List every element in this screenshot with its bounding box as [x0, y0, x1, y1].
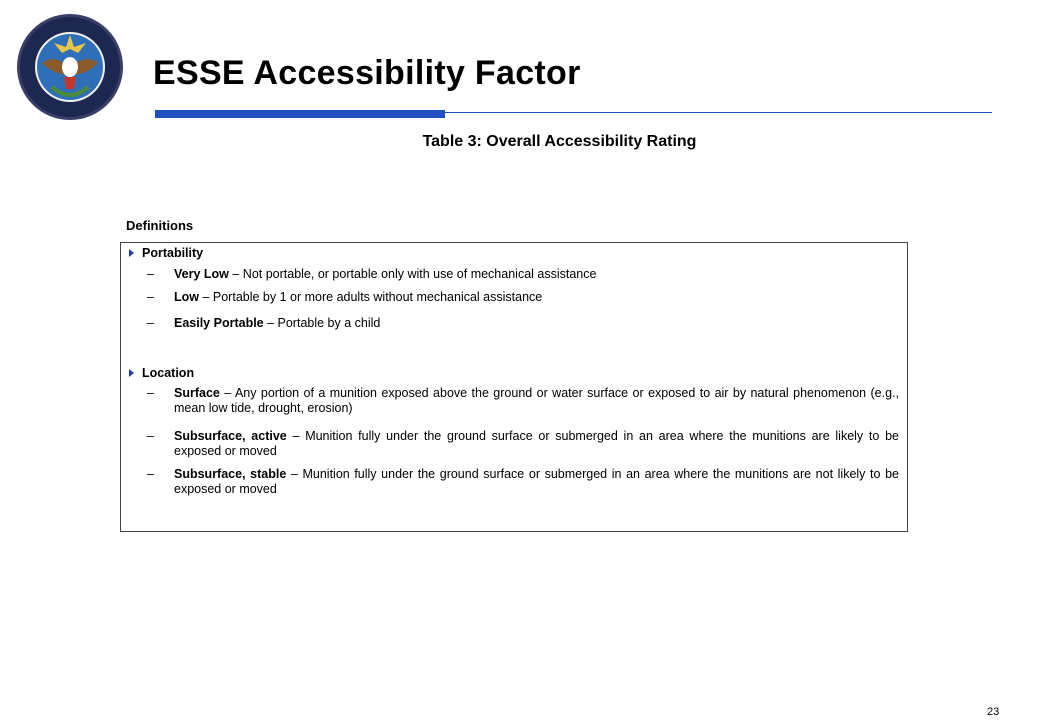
definition-term: Surface — [174, 386, 220, 400]
definition-term: Subsurface, active — [174, 429, 287, 443]
table-caption-text: Table 3: Overall Accessibility Rating — [422, 133, 697, 150]
dash-bullet: – — [147, 316, 154, 330]
definition-item — [147, 267, 899, 282]
dash-bullet: – — [147, 386, 154, 400]
definition-term: Very Low — [174, 267, 229, 281]
dod-seal-logo — [16, 13, 124, 121]
dash-bullet: – — [147, 267, 154, 281]
dash-bullet: – — [147, 467, 154, 481]
definition-item — [147, 429, 899, 459]
definition-item — [147, 386, 899, 416]
definition-term: Subsurface, stable — [174, 467, 287, 481]
table-caption — [0, 133, 1039, 151]
dash-bullet: – — [147, 429, 154, 443]
definition-desc: – Munition fully under the ground surface or submerged in an area where the munitions are not likely to be exposed or moved — [174, 467, 899, 496]
definition-desc: – Munition fully under the ground surface or submerged in an area where the munitions are likely to be exposed or moved — [174, 429, 900, 458]
definitions-box — [120, 242, 908, 532]
section-heading-label: Portability — [142, 246, 204, 260]
definition-term: Low — [174, 290, 199, 304]
dash-bullet: – — [147, 290, 154, 304]
slide-title: ESSE Accessibility Factor — [153, 54, 581, 92]
definition-item — [147, 316, 899, 331]
section-heading-portability — [129, 246, 203, 260]
definition-item — [147, 290, 899, 305]
definition-desc: – Any portion of a munition exposed above the ground or water surface or exposed to air by natural phenomenon (e.g., mean low tide, drought, erosion) — [174, 386, 899, 415]
section-heading-location — [129, 366, 194, 380]
title-underline-thick — [155, 110, 445, 118]
triangle-bullet-icon — [129, 249, 134, 257]
definitions-label: Definitions — [126, 218, 194, 233]
definition-term: Easily Portable — [174, 316, 264, 330]
definition-desc: – Not portable, or portable only with use of mechanical assistance — [228, 267, 597, 281]
triangle-bullet-icon — [129, 369, 134, 377]
title-underline-thin — [445, 112, 992, 113]
page-number: 23 — [987, 706, 1000, 718]
definition-desc: – Portable by a child — [263, 316, 381, 330]
definition-item — [147, 467, 899, 497]
section-heading-label: Location — [142, 366, 195, 380]
definition-desc: – Portable by 1 or more adults without mechanical assistance — [199, 290, 543, 304]
